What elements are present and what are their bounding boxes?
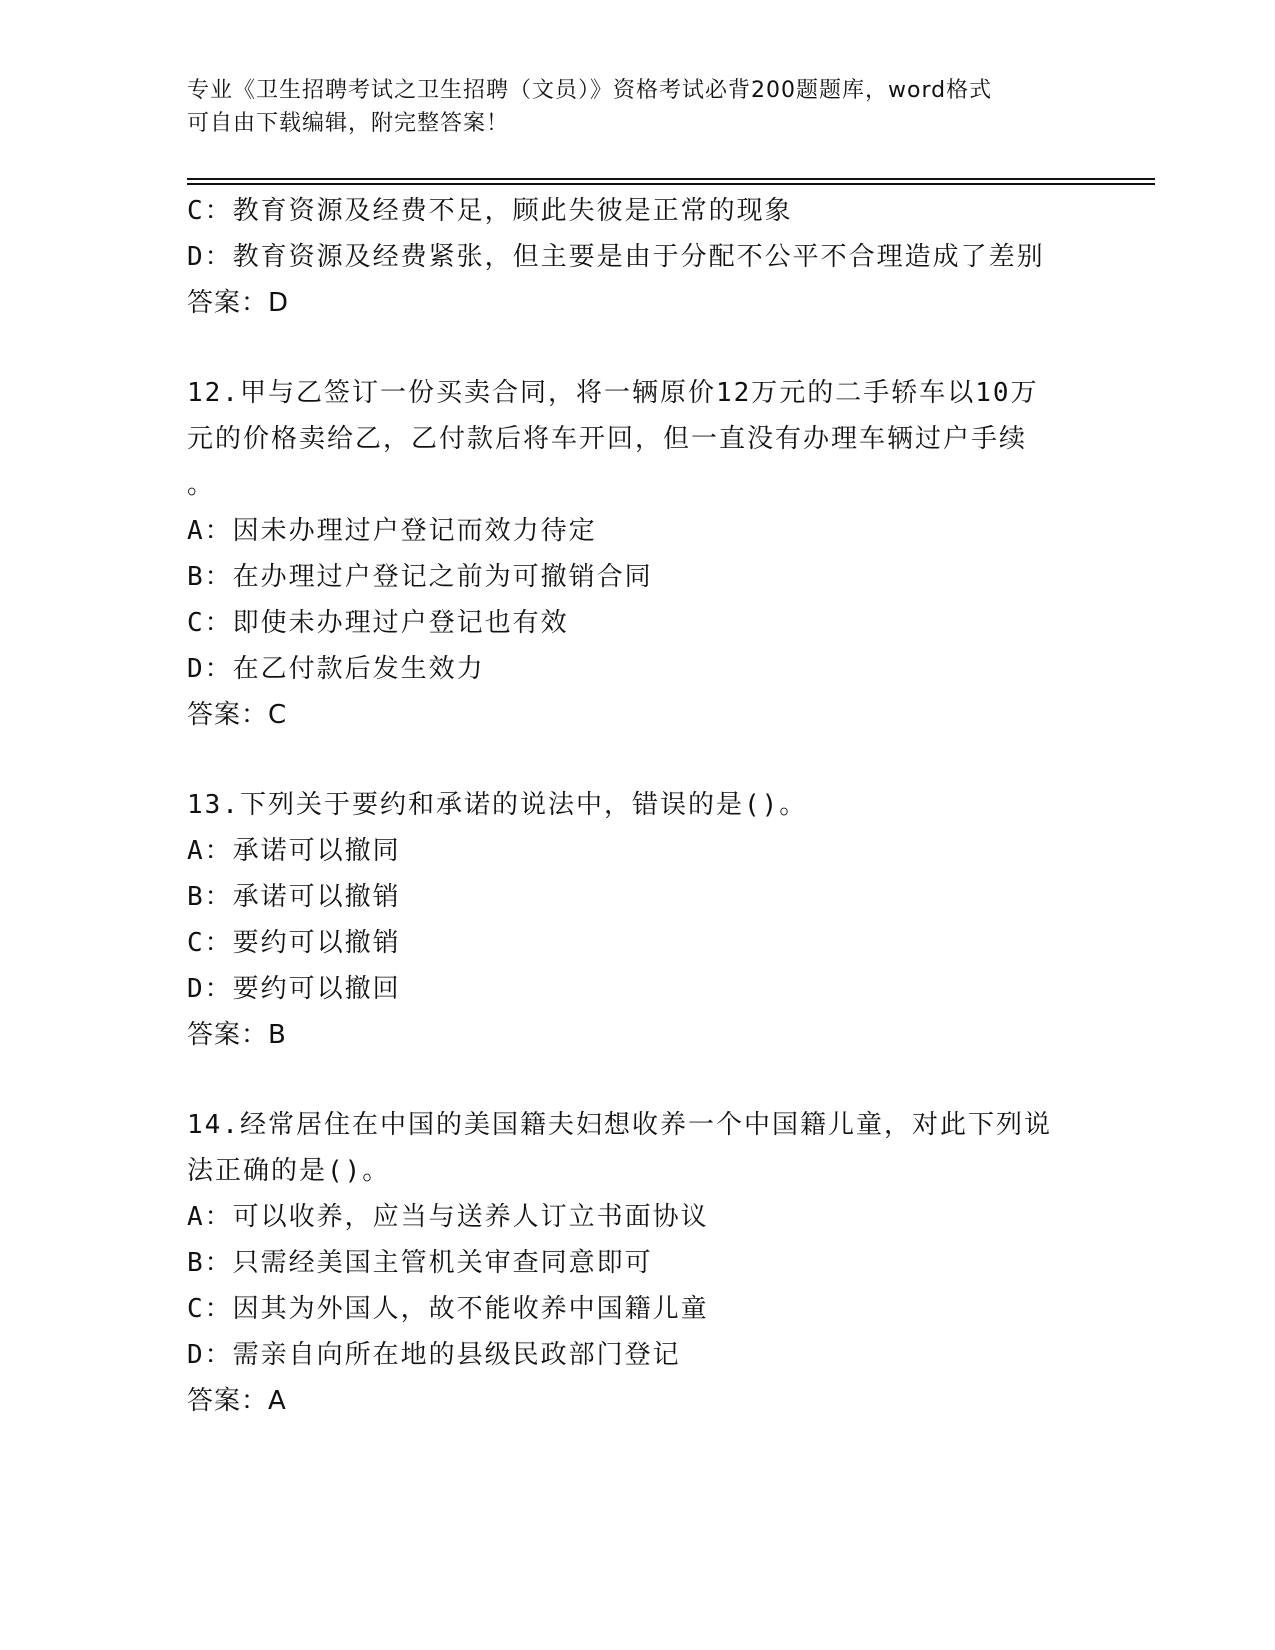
option-c: C：要约可以撤销 — [187, 928, 401, 958]
question-content — [187, 188, 1087, 1424]
header-divider-bottom — [187, 183, 1155, 185]
question-stem-line: 元的价格卖给乙，乙付款后将车开回，但一直没有办理车辆过户手续 — [187, 424, 1028, 454]
question-block-12 — [187, 370, 1087, 738]
spacer — [187, 738, 1087, 782]
spacer — [187, 1058, 1087, 1102]
option-b: B：只需经美国主管机关审查同意即可 — [187, 1248, 653, 1278]
question-stem-line: 13.下列关于要约和承诺的说法中，错误的是()。 — [187, 790, 808, 820]
question-stem-line: 14.经常居住在中国的美国籍夫妇想收养一个中国籍儿童，对此下列说 — [187, 1110, 1052, 1140]
option-d: D：在乙付款后发生效力 — [187, 654, 485, 684]
header-divider-top — [187, 178, 1155, 180]
header-title-line-1: 专业《卫生招聘考试之卫生招聘（文员）》资格考试必背200题题库，word格式 — [187, 78, 993, 103]
question-block-14 — [187, 1102, 1087, 1424]
option-d: D：要约可以撤回 — [187, 974, 401, 1004]
spacer — [187, 326, 1087, 370]
header-title-line-2: 可自由下载编辑，附完整答案！ — [187, 111, 510, 136]
question-block-13 — [187, 782, 1087, 1058]
option-c: C：因其为外国人，故不能收养中国籍儿童 — [187, 1294, 709, 1324]
option-d: D：需亲自向所在地的县级民政部门登记 — [187, 1340, 681, 1370]
option-a: A：承诺可以撤同 — [187, 836, 401, 866]
option-b: B：承诺可以撤销 — [187, 882, 401, 912]
question-stem-line: 12.甲与乙签订一份买卖合同，将一辆原价12万元的二手轿车以10万 — [187, 378, 1039, 408]
question-stem-line: 。 — [187, 470, 216, 500]
answer-line: 答案：C — [187, 700, 288, 730]
answer-line: 答案：A — [187, 1386, 287, 1416]
question-stem-line: 法正确的是()。 — [187, 1156, 391, 1186]
option-c: C：教育资源及经费不足，顾此失彼是正常的现象 — [187, 196, 793, 226]
option-b: B：在办理过户登记之前为可撤销合同 — [187, 562, 653, 592]
option-c: C：即使未办理过户登记也有效 — [187, 608, 569, 638]
question-block-previous — [187, 188, 1087, 326]
option-d: D：教育资源及经费紧张，但主要是由于分配不公平不合理造成了差别 — [187, 242, 1045, 272]
document-header — [187, 74, 1067, 140]
option-a: A：可以收养，应当与送养人订立书面协议 — [187, 1202, 709, 1232]
option-a: A：因未办理过户登记而效力待定 — [187, 516, 597, 546]
answer-line: 答案：B — [187, 1020, 287, 1050]
answer-line: 答案：D — [187, 288, 290, 318]
